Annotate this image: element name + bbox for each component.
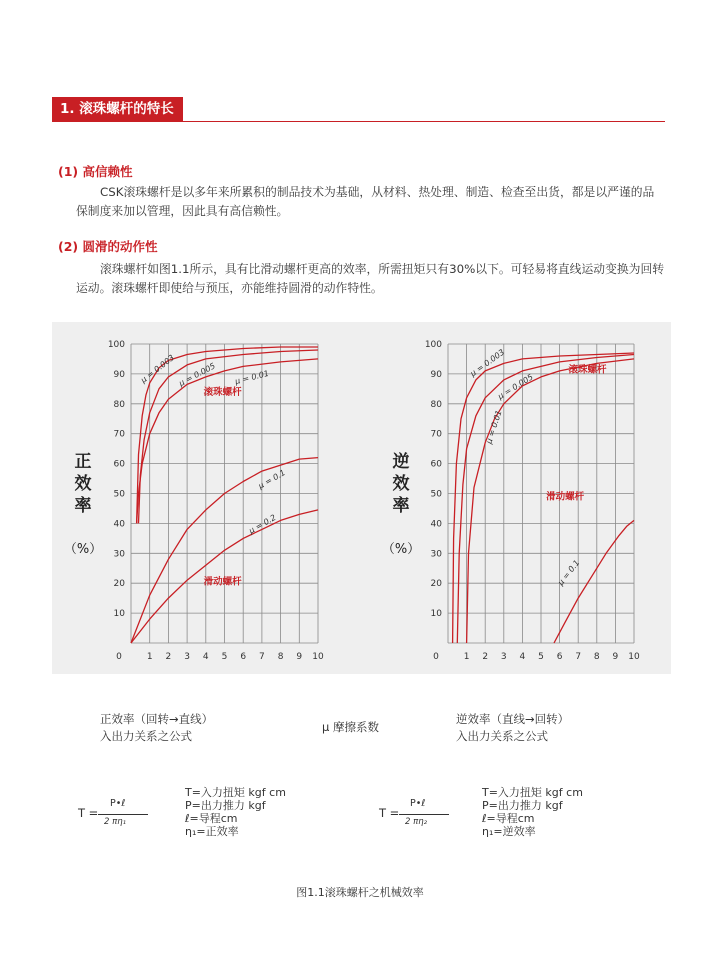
left-def-line: η₁=正效率 bbox=[185, 825, 239, 838]
series-label: μ = 0.2 bbox=[247, 512, 278, 536]
x-tick-label: 10 bbox=[628, 652, 640, 662]
left-formula-subheading: 入出力关系之公式 bbox=[100, 729, 192, 743]
right-formula-definitions bbox=[482, 786, 583, 838]
y-axis-unit: （%） bbox=[381, 542, 421, 557]
section-title: 1. 滚珠螺杆的特长 bbox=[52, 97, 183, 122]
x-tick-label: 9 bbox=[296, 652, 303, 662]
mu-caption: μ 摩擦系数 bbox=[322, 720, 379, 734]
right-formula-subheading: 入出力关系之公式 bbox=[456, 729, 548, 743]
group-label: 滚珠螺杆 bbox=[568, 364, 607, 376]
sec1-heading: (1) 高信赖性 bbox=[58, 164, 133, 179]
x-tick-label: 10 bbox=[312, 652, 324, 662]
y-axis-label-char: 率 bbox=[74, 496, 92, 516]
sec1-paragraph bbox=[76, 183, 666, 221]
y-tick-label: 20 bbox=[113, 579, 125, 590]
left-formula-lhs: T = bbox=[78, 806, 99, 820]
y-axis-unit: （%） bbox=[63, 542, 103, 557]
efficiency-charts bbox=[52, 322, 671, 674]
x-tick-label: 4 bbox=[519, 652, 526, 662]
series-label: μ = 0.003 bbox=[468, 347, 507, 379]
y-tick-label: 90 bbox=[430, 369, 442, 380]
right-def-line: η₁=逆效率 bbox=[482, 825, 536, 838]
x-tick-label: 5 bbox=[221, 652, 228, 662]
right-formula-numerator: P•ℓ bbox=[410, 798, 426, 809]
y-tick-label: 40 bbox=[113, 519, 125, 530]
y-tick-label: 50 bbox=[430, 489, 442, 500]
x-tick-label: 8 bbox=[593, 652, 600, 662]
right-def-line: ℓ=导程cm bbox=[482, 812, 535, 825]
y-tick-label: 90 bbox=[113, 369, 125, 380]
x-tick-label: 7 bbox=[575, 652, 582, 662]
figure-caption: 图1.1滚珠螺杆之机械效率 bbox=[296, 886, 424, 899]
series-line bbox=[453, 353, 634, 643]
group-label: 滚珠螺杆 bbox=[203, 386, 242, 398]
y-axis-label-char: 正 bbox=[74, 452, 92, 472]
y-tick-label: 100 bbox=[107, 340, 125, 350]
y-tick-label: 20 bbox=[430, 579, 442, 590]
y-tick-label: 80 bbox=[113, 399, 125, 410]
group-label: 滑动螺杆 bbox=[203, 576, 242, 588]
y-axis-label-char: 率 bbox=[392, 496, 410, 516]
left-def-line: ℓ=导程cm bbox=[185, 812, 238, 825]
x-tick-label: 6 bbox=[556, 652, 563, 662]
series-label: μ = 0.01 bbox=[484, 409, 504, 445]
series-label: μ = 0.1 bbox=[256, 468, 287, 491]
chart-panel bbox=[52, 322, 671, 674]
series-label: μ = 0.1 bbox=[556, 558, 582, 588]
chart-forward-efficiency bbox=[64, 340, 324, 662]
chart-reverse-efficiency bbox=[382, 340, 640, 662]
x-tick-label: 3 bbox=[500, 652, 507, 662]
group-label: 滑动螺杆 bbox=[546, 491, 585, 503]
y-tick-label: 70 bbox=[113, 429, 125, 440]
y-tick-label: 60 bbox=[430, 459, 442, 470]
x-tick-label: 8 bbox=[277, 652, 284, 662]
left-formula-definitions bbox=[185, 786, 286, 838]
right-fraction-bar bbox=[399, 814, 449, 815]
series-label: μ = 0.005 bbox=[496, 372, 535, 402]
x-tick-label: 7 bbox=[259, 652, 265, 662]
x-tick-label: 1 bbox=[463, 652, 470, 662]
y-axis-label-char: 逆 bbox=[392, 452, 410, 472]
y-axis-label-char: 效 bbox=[392, 474, 410, 494]
sec2-heading: (2) 圆滑的动作性 bbox=[58, 239, 158, 254]
left-formula-heading: 正效率（回转→直线） bbox=[100, 712, 214, 726]
series-line bbox=[139, 350, 319, 523]
sec2-text: 滚珠螺杆如图1.1所示，具有比滑动螺杆更高的效率，所需扭矩只有30%以下。可轻易将直线运动变换为回转运动。滚珠螺杆即使给与预压，亦能维持圆滑的动作特性。 bbox=[76, 262, 665, 295]
x-tick-label: 0 bbox=[116, 652, 122, 662]
y-tick-label: 30 bbox=[430, 549, 442, 560]
right-formula-denominator: 2 πη₂ bbox=[405, 817, 428, 827]
right-def-line: T=入力扭矩 kgf cm bbox=[482, 786, 583, 799]
x-tick-label: 9 bbox=[612, 652, 619, 662]
x-tick-label: 6 bbox=[240, 652, 247, 662]
y-tick-label: 80 bbox=[430, 399, 442, 410]
left-def-line: T=入力扭矩 kgf cm bbox=[185, 786, 286, 799]
series-label: μ = 0.01 bbox=[234, 368, 270, 387]
series-line bbox=[137, 347, 318, 523]
left-fraction-bar bbox=[98, 814, 148, 815]
series-label: μ = 0.005 bbox=[177, 361, 217, 388]
x-tick-label: 2 bbox=[165, 652, 172, 662]
left-def-line: P=出力推力 kgf bbox=[185, 799, 266, 812]
x-tick-label: 0 bbox=[433, 652, 439, 662]
series-label: μ = 0.003 bbox=[139, 353, 176, 385]
y-tick-label: 100 bbox=[424, 340, 442, 350]
x-tick-label: 4 bbox=[202, 652, 209, 662]
sec2-paragraph bbox=[76, 260, 666, 298]
y-axis-label-char: 效 bbox=[74, 474, 92, 494]
x-tick-label: 2 bbox=[482, 652, 489, 662]
right-def-line: P=出力推力 kgf bbox=[482, 799, 563, 812]
y-tick-label: 60 bbox=[113, 459, 125, 470]
right-formula-lhs: T = bbox=[379, 806, 400, 820]
sec1-text: CSK滚珠螺杆是以多年来所累积的制品技术为基础，从材料、热处理、制造、检查至出货，都是以严谨的品保制度来加以管理，因此具有高信赖性。 bbox=[76, 185, 655, 218]
y-tick-label: 30 bbox=[113, 549, 125, 560]
y-tick-label: 10 bbox=[430, 609, 442, 620]
x-tick-label: 3 bbox=[184, 652, 190, 662]
y-tick-label: 70 bbox=[430, 429, 442, 440]
y-tick-label: 40 bbox=[430, 519, 442, 530]
left-formula-numerator: P•ℓ bbox=[110, 798, 126, 809]
left-formula-denominator: 2 πη₁ bbox=[104, 817, 127, 827]
x-tick-label: 5 bbox=[538, 652, 544, 662]
y-tick-label: 50 bbox=[113, 489, 125, 500]
right-formula-heading: 逆效率（直线→回转） bbox=[456, 712, 570, 726]
x-tick-label: 1 bbox=[146, 652, 153, 662]
title-rule bbox=[52, 121, 665, 122]
y-tick-label: 10 bbox=[113, 609, 125, 620]
